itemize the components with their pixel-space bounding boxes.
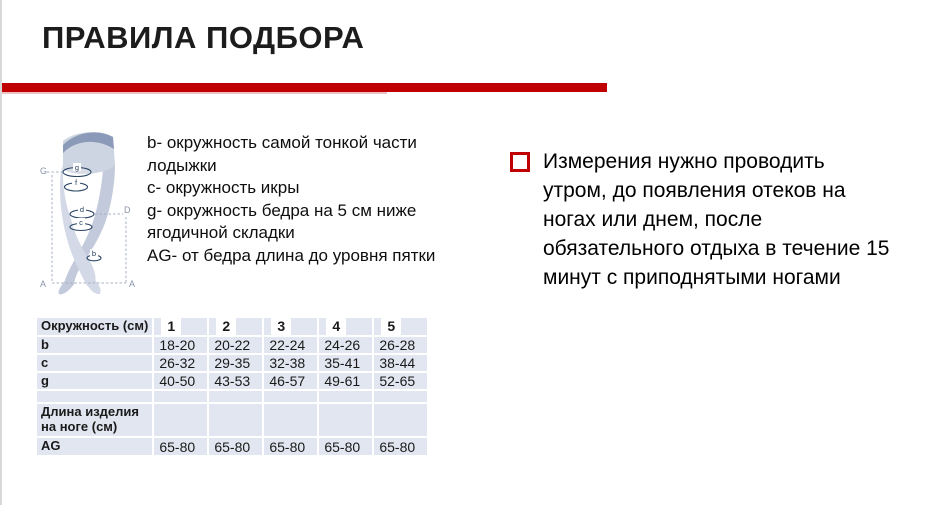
cell-value: 40-50 (154, 373, 207, 389)
note-text (543, 147, 889, 292)
band-label-b: b (91, 249, 97, 258)
table-row-ag (37, 438, 427, 455)
table-spacer-row (37, 391, 427, 402)
row-label: AG (37, 438, 152, 455)
note-line: Измерения нужно проводить (543, 150, 825, 173)
cell-value: 26-32 (154, 355, 207, 371)
table-row-c (37, 355, 427, 371)
cell-value: 52-65 (374, 373, 427, 389)
header-size-5: 5 (374, 318, 427, 335)
corner-label-A-right: A (129, 279, 136, 289)
cell-value: 35-41 (319, 355, 372, 371)
cell-value: 65-80 (209, 438, 262, 455)
corner-label-G: G (40, 166, 48, 176)
length-section-label: Длина изделия на ноге (см) (37, 404, 152, 436)
measurement-def-b: b- окружность самой тонкой части лодыжки (147, 133, 417, 175)
cell-value: 38-44 (374, 355, 427, 371)
measurement-definitions (147, 132, 469, 267)
cell-value: 29-35 (209, 355, 262, 371)
page-title: ПРАВИЛА ПОДБОРА (42, 20, 365, 55)
cell-value: 22-24 (264, 337, 317, 353)
cell-value: 46-57 (264, 373, 317, 389)
table-length-label-row (37, 404, 427, 436)
note-line: утром, до появления отеков на (543, 179, 846, 202)
cell-value: 32-38 (264, 355, 317, 371)
corner-label-A-left: A (40, 279, 47, 289)
header-size-4: 4 (319, 318, 372, 335)
red-square-bullet-icon (510, 152, 530, 172)
band-label-f: f (74, 178, 78, 187)
measurement-def-g: g- окружность бедра на 5 см ниже ягодичной складки (147, 200, 417, 242)
row-label: b (37, 337, 152, 353)
corner-label-D: D (124, 205, 131, 215)
header-circumference: Окружность (см) (37, 318, 152, 335)
cell-value: 43-53 (209, 373, 262, 389)
measurement-def-ag: AG- от бедра длина до уровня пятки (147, 245, 436, 265)
measurement-timing-note (510, 147, 920, 292)
measurement-def-c: c- окружность икры (147, 178, 300, 197)
band-label-d: d (79, 205, 85, 214)
accent-bar-shadow (2, 92, 387, 94)
cell-value: 65-80 (264, 438, 317, 455)
legs-measurement-figure (37, 127, 147, 299)
cell-value: 24-26 (319, 337, 372, 353)
table-row-b (37, 337, 427, 353)
header-size-2: 2 (209, 318, 262, 335)
table-header-row (37, 318, 427, 335)
cell-value: 65-80 (154, 438, 207, 455)
header-size-1: 1 (154, 318, 207, 335)
cell-value: 65-80 (374, 438, 427, 455)
note-line: минут с приподнятыми ногами (543, 266, 841, 289)
header-size-3: 3 (264, 318, 317, 335)
cell-value: 65-80 (319, 438, 372, 455)
size-table (35, 316, 429, 457)
cell-value: 20-22 (209, 337, 262, 353)
cell-value: 49-61 (319, 373, 372, 389)
table-row-g (37, 373, 427, 389)
accent-bar (2, 83, 607, 92)
note-line: ногах или днем, после (543, 208, 763, 231)
band-label-g: g (74, 163, 80, 172)
row-label: g (37, 373, 152, 389)
cell-value: 26-28 (374, 337, 427, 353)
band-label-c: c (79, 218, 83, 227)
note-line: обязательного отдыха в течение 15 (543, 237, 890, 260)
cell-value: 18-20 (154, 337, 207, 353)
row-label: c (37, 355, 152, 371)
